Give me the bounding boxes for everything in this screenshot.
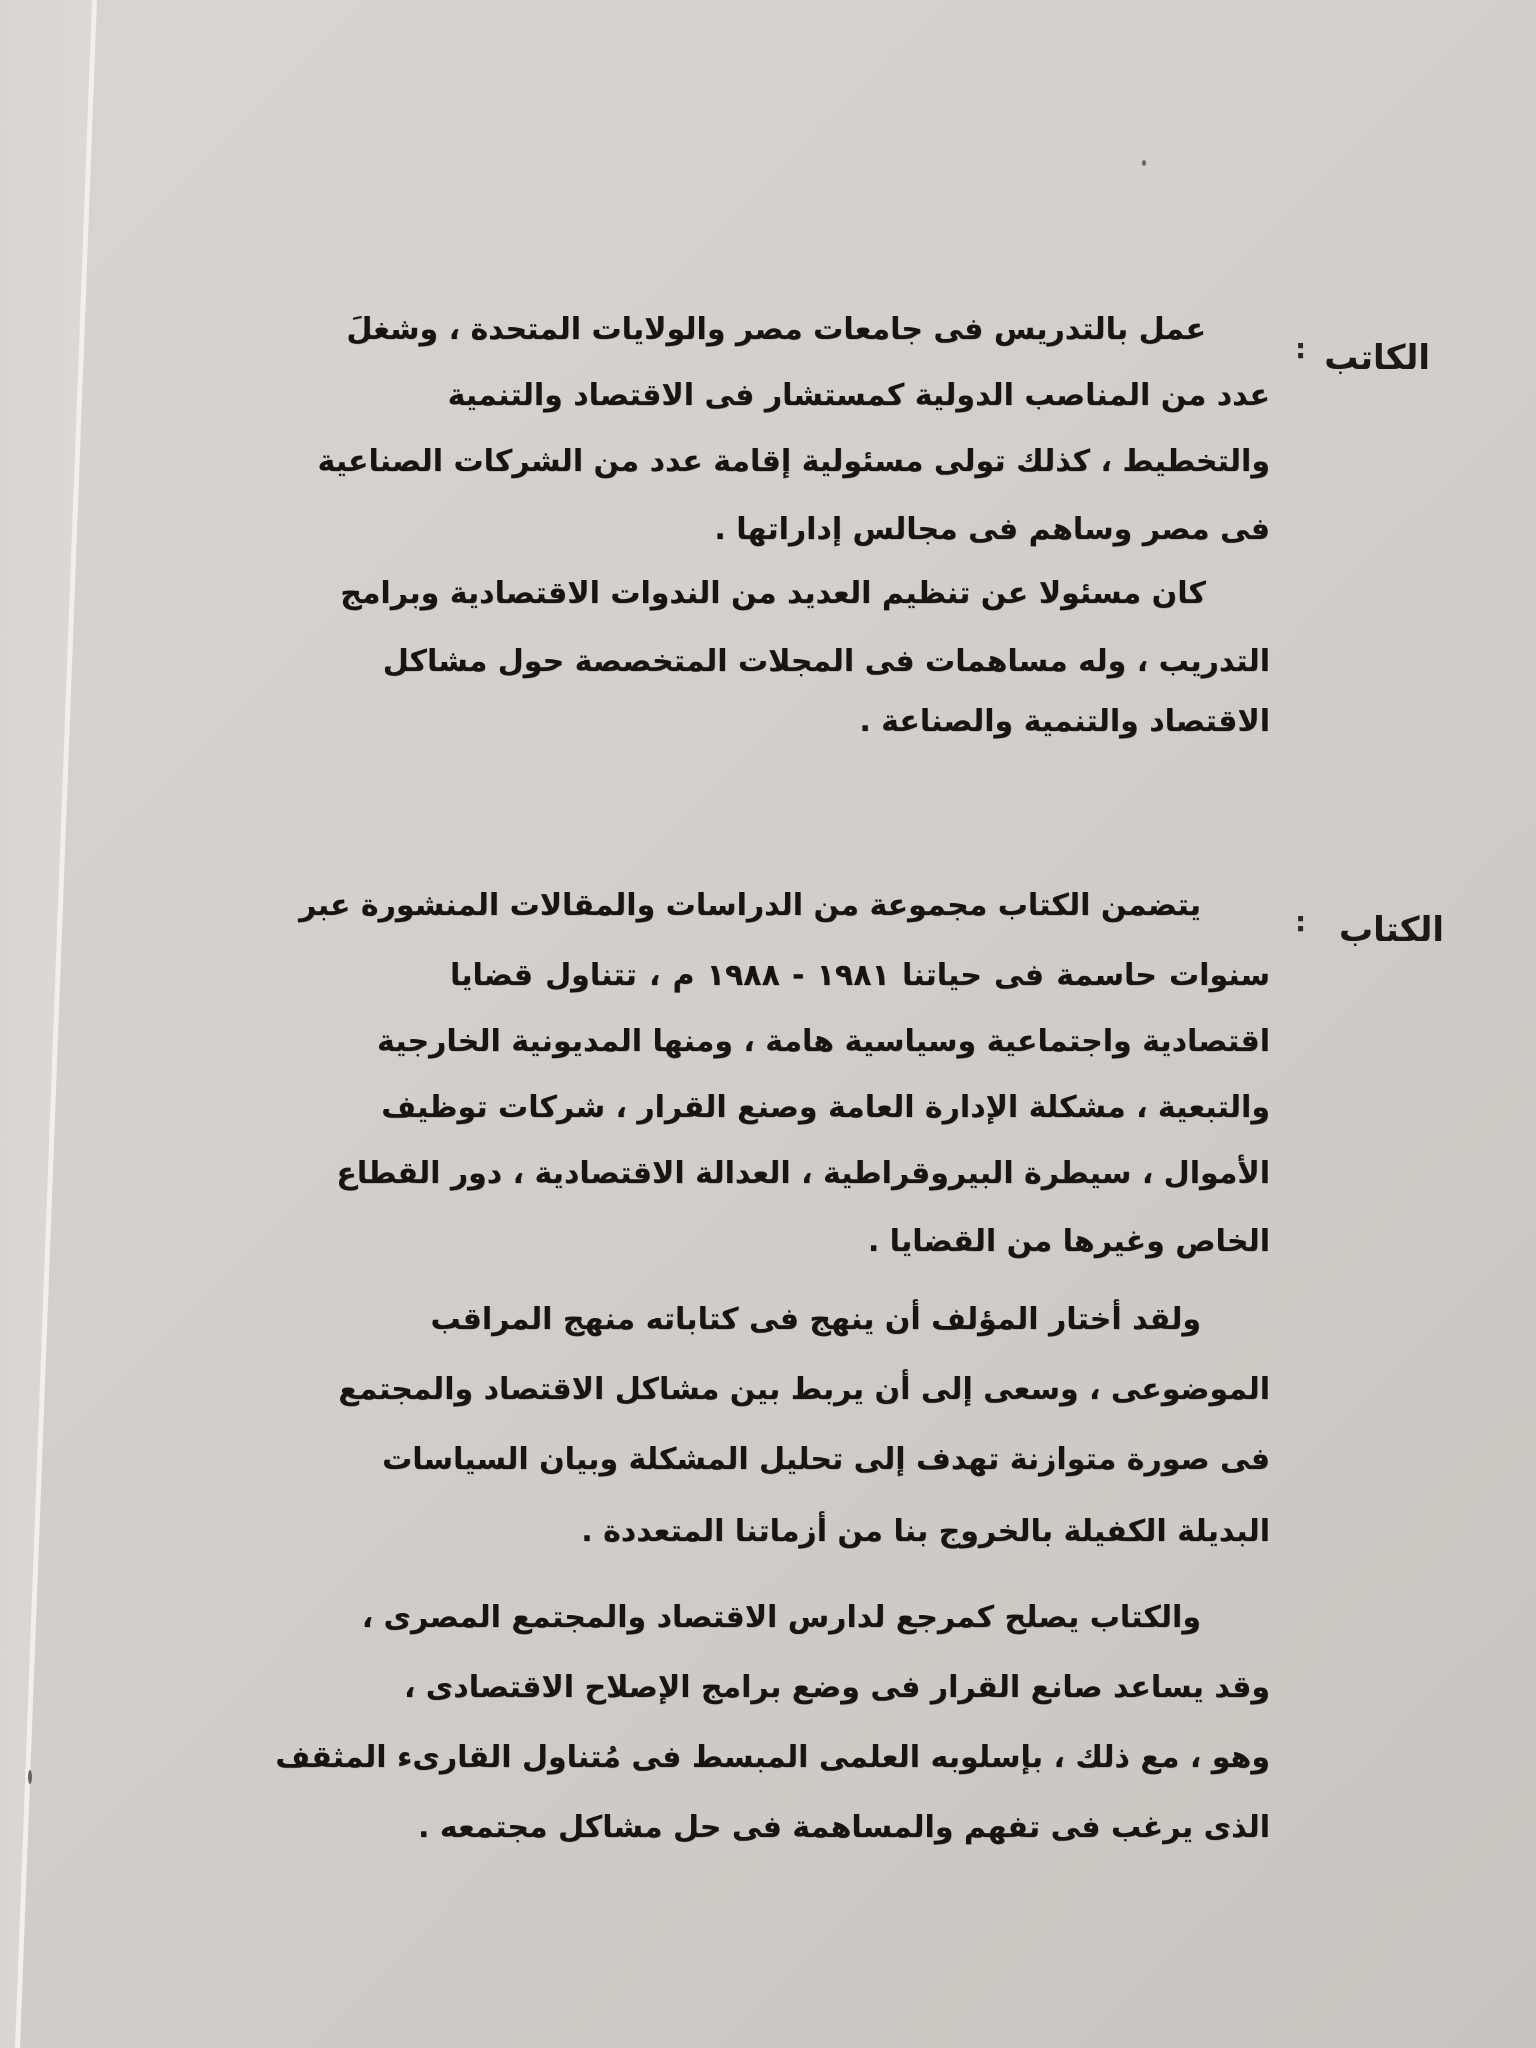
- paper-speck: [28, 1770, 32, 1784]
- text-line: فى مصر وساهم فى مجالس إداراتها .: [714, 512, 1270, 547]
- text-line: وهو ، مع ذلك ، بإسلوبه العلمى المبسط فى مُتناول القارىء المثقف: [275, 1740, 1270, 1775]
- text-line: عمل بالتدريس فى جامعات مصر والولايات المتحدة ، وشغلَ: [346, 312, 1206, 347]
- text-line: الخاص وغيرها من القضايا .: [867, 1224, 1270, 1259]
- text-line: يتضمن الكتاب مجموعة من الدراسات والمقالات المنشورة عبر: [299, 888, 1201, 923]
- paper-speck: [1142, 160, 1146, 166]
- text-line: البديلة الكفيلة بالخروج بنا من أزماتنا المتعددة .: [581, 1514, 1270, 1549]
- text-line: والكتاب يصلح كمرجع لدارس الاقتصاد والمجتمع المصرى ،: [361, 1600, 1201, 1635]
- text-line: والتخطيط ، كذلك تولى مسئولية إقامة عدد من الشركات الصناعية: [317, 444, 1270, 479]
- text-line: عدد من المناصب الدولية كمستشار فى الاقتصاد والتنمية: [447, 378, 1270, 413]
- author-label: الكاتب: [1324, 338, 1430, 378]
- text-line: الأموال ، سيطرة البيروقراطية ، العدالة الاقتصادية ، دور القطاع: [336, 1156, 1270, 1191]
- text-line: وقد يساعد صانع القرار فى وضع برامج الإصلاح الاقتصادى ،: [403, 1670, 1270, 1705]
- book-label-colon: :: [1295, 905, 1307, 938]
- book-label: الكتاب: [1338, 910, 1444, 950]
- text-line: والتبعية ، مشكلة الإدارة العامة وصنع القرار ، شركات توظيف: [381, 1090, 1270, 1125]
- text-line: الذى يرغب فى تفهم والمساهمة فى حل مشاكل مجتمعه .: [418, 1810, 1270, 1845]
- text-line: الاقتصاد والتنمية والصناعة .: [859, 704, 1270, 739]
- text-line: فى صورة متوازنة تهدف إلى تحليل المشكلة وبيان السياسات: [382, 1442, 1270, 1477]
- author-label-colon: :: [1295, 332, 1307, 365]
- text-line: التدريب ، وله مساهمات فى المجلات المتخصصة حول مشاكل: [382, 644, 1270, 679]
- text-line: ولقد أختار المؤلف أن ينهج فى كتاباته منهج المراقب: [430, 1302, 1201, 1337]
- text-line: كان مسئولا عن تنظيم العديد من الندوات الاقتصادية وبرامج: [340, 576, 1206, 611]
- text-line: اقتصادية واجتماعية وسياسية هامة ، ومنها المديونية الخارجية: [377, 1024, 1270, 1059]
- text-line: سنوات حاسمة فى حياتنا ١٩٨١ - ١٩٨٨ م ، تتناول قضايا: [450, 958, 1271, 993]
- text-line: الموضوعى ، وسعى إلى أن يربط بين مشاكل الاقتصاد والمجتمع: [338, 1372, 1270, 1407]
